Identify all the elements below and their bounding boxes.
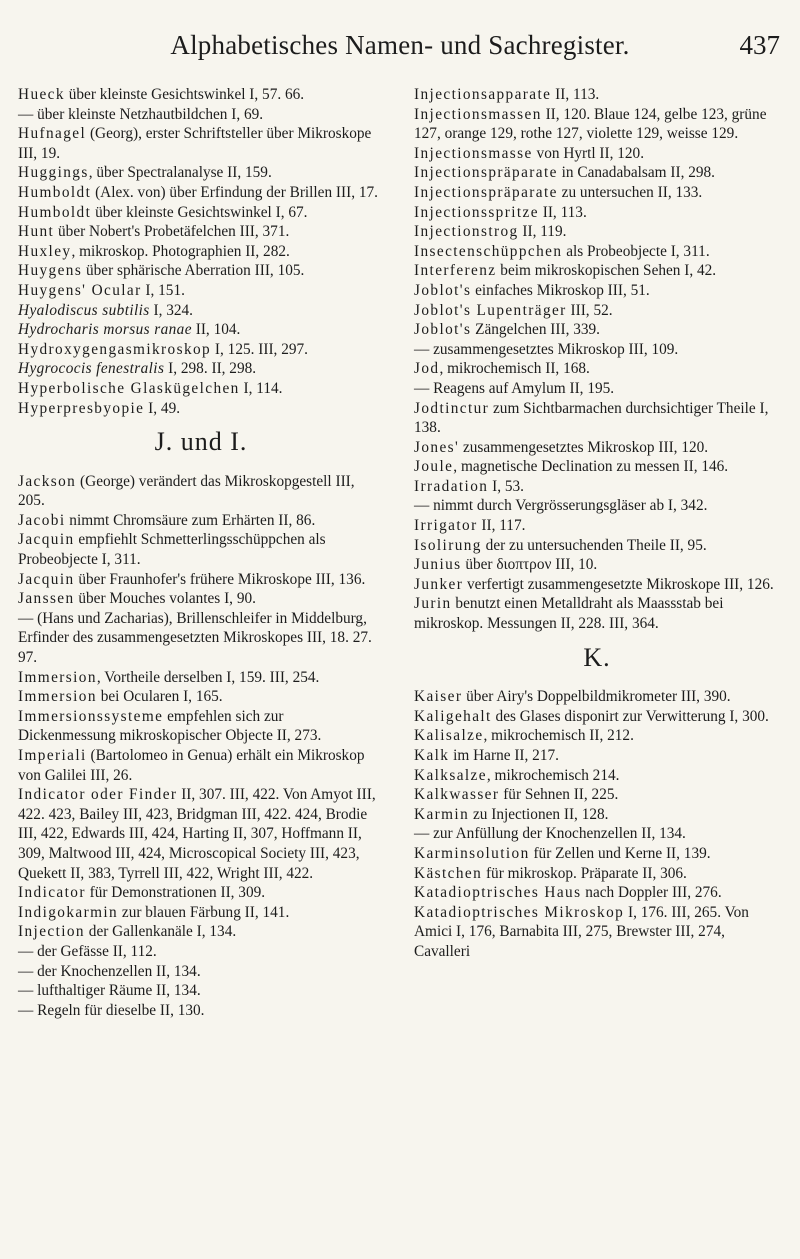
index-entry xyxy=(18,903,384,923)
entry-text: über kleinste Gesichtswinkel I, 67. xyxy=(91,203,308,221)
index-entry xyxy=(414,687,780,707)
entry-text: nach Doppler III, 276. xyxy=(581,884,722,902)
entry-keyword: Karminsolution xyxy=(414,844,530,862)
index-entry xyxy=(414,163,780,183)
index-entry xyxy=(414,438,780,458)
index-entry xyxy=(414,746,780,766)
entry-text: , mikrochemisch 214. xyxy=(486,766,620,784)
index-entry xyxy=(414,594,780,633)
entry-keyword: Huygens' Ocular xyxy=(18,281,142,299)
index-entry xyxy=(414,555,780,575)
entry-text: über Fraunhofer's frühere Mikroskope III, 136. xyxy=(74,570,366,588)
entry-text: — Regeln für dieselbe II, 130. xyxy=(18,1001,205,1019)
entry-keyword: Jodtinctur xyxy=(414,399,490,417)
entry-keyword: Irradation xyxy=(414,477,489,495)
index-entry xyxy=(18,124,384,163)
index-entry xyxy=(414,785,780,805)
entry-keyword: Humboldt xyxy=(18,203,92,221)
index-entry xyxy=(18,222,384,242)
entry-keyword: Indicator oder Finder xyxy=(18,786,178,804)
index-entry xyxy=(414,903,780,962)
entry-keyword: Hyperbolische Glaskügelchen xyxy=(18,379,240,397)
entry-text: beim mikroskopischen Sehen I, 42. xyxy=(496,262,717,280)
entry-text: — nimmt durch Vergrösserungsgläser ab I, 342. xyxy=(414,497,708,515)
index-entry xyxy=(18,922,384,942)
index-entry xyxy=(414,457,780,477)
entry-text: von Hyrtl II, 120. xyxy=(532,144,645,162)
section-heading-j: J. und I. xyxy=(154,427,248,457)
index-entry xyxy=(18,261,384,281)
entry-keyword: Imperiali xyxy=(18,747,87,764)
entry-text: für Demonstrationen II, 309. xyxy=(85,884,266,902)
entry-keyword: Kalkwasser xyxy=(414,786,500,804)
entry-keyword: Indicator xyxy=(18,884,86,902)
index-entry xyxy=(414,496,780,516)
index-entry xyxy=(414,320,780,340)
entry-text: — zusammengesetztes Mikroskop III, 109. xyxy=(414,340,679,358)
entry-text: einfaches Mikroskop III, 51. xyxy=(471,281,650,299)
entry-text: über Nobert's Probetäfelchen III, 371. xyxy=(54,223,290,241)
entry-text: I, 53. xyxy=(488,477,525,495)
entry-keyword: Hufnagel xyxy=(18,125,87,143)
entry-keyword: Joule xyxy=(414,458,454,476)
index-entry xyxy=(18,609,384,668)
entry-text: I, 114. xyxy=(239,379,283,397)
entry-keyword: Injectionsapparate xyxy=(414,86,552,103)
entry-keyword-italic: Hygrococis fenestralis xyxy=(18,360,165,378)
index-entry xyxy=(18,85,384,105)
entry-text: für mikroskop. Präparate II, 306. xyxy=(482,864,687,882)
index-entry xyxy=(18,1001,384,1021)
entry-keyword: Karmin xyxy=(414,805,470,823)
entry-text: (Bartolomeo in Genua) erhält ein Mikroskop von Galilei III, 26. xyxy=(18,747,365,784)
index-entry xyxy=(414,824,780,844)
entry-text: nimmt Chromsäure zum Erhärten II, 86. xyxy=(65,511,316,529)
entry-text: als Probeobjecte I, 311. xyxy=(562,242,710,260)
entry-text: zum Sichtbarmachen durchsichtiger Theile I, 138. xyxy=(414,399,769,437)
entry-text: , magnetische Declination zu messen II, 146. xyxy=(453,458,729,476)
index-entry xyxy=(414,359,780,379)
entry-text: — Reagens auf Amylum II, 195. xyxy=(414,379,615,397)
entry-text: verfertigt zusammengesetzte Mikroskope III, 126. xyxy=(463,575,774,593)
index-entry xyxy=(18,183,384,203)
section-heading-k: K. xyxy=(583,642,611,672)
entry-keyword: Kalksalze xyxy=(414,766,487,784)
entry-keyword: Kaiser xyxy=(414,688,463,706)
index-entry xyxy=(414,105,780,144)
index-entry xyxy=(414,883,780,903)
index-entry xyxy=(18,981,384,1001)
index-entry xyxy=(18,472,384,511)
index-entry xyxy=(18,163,384,183)
index-entry xyxy=(414,242,780,262)
index-entry xyxy=(414,477,780,497)
entry-keyword: Janssen xyxy=(18,590,75,608)
entry-text: über Airy's Doppelbildmikrometer III, 390. xyxy=(462,688,731,706)
entry-keyword: Joblot's Lupenträger xyxy=(414,301,567,319)
entry-text: , mikroskop. Photographien II, 282. xyxy=(71,242,290,260)
page-title: Alphabetisches Namen- und Sachregister. xyxy=(170,30,630,60)
entry-keyword: Huygens xyxy=(18,262,83,280)
entry-keyword: Hydroxygengasmikroskop xyxy=(18,340,212,358)
entry-keyword: Jurin xyxy=(414,595,452,613)
entry-text: für Zellen und Kerne II, 139. xyxy=(529,844,711,862)
entry-text: II, 104. xyxy=(191,321,241,339)
index-entry xyxy=(18,942,384,962)
index-entry xyxy=(414,844,780,864)
entry-text: I, 176. III, 265. Von Amici I, 176, Barnabita III, 275, Brewster III, 274, Cavalleri xyxy=(414,903,749,960)
entry-text: II, 113. xyxy=(551,86,600,103)
index-entry xyxy=(18,962,384,982)
entry-keyword: Jones' xyxy=(414,438,460,456)
index-entry xyxy=(18,379,384,399)
entry-keyword: Joblot's xyxy=(414,281,472,299)
index-entries-j xyxy=(18,472,384,1021)
index-entry xyxy=(414,203,780,223)
index-entry xyxy=(18,668,384,688)
entry-text: II, 113. xyxy=(538,203,587,221)
entry-text: (Alex. von) über Erfindung der Brillen III, 17. xyxy=(91,183,378,201)
entry-keyword: Jackson xyxy=(18,472,77,490)
index-entry xyxy=(18,707,384,746)
entry-text: der zu untersuchenden Theile II, 95. xyxy=(481,536,707,554)
entry-keyword: Immersion xyxy=(18,668,97,686)
entry-text: II, 307. III, 422. Von Amyot III, 422. 423, Bailey III, 423, Bridgman III, 422. 424, Brodie III, 422, Edwards III, 424, Harting II, 307, Hoffmann II, 309, Maltwood III, 424, Microscopical Society III, 423, Quekett II, 383, Tyrrell III, 422, Wright III, 422. xyxy=(18,786,376,882)
entry-text: (Georg), erster Schriftsteller über Mikroskope III, 19. xyxy=(18,125,372,162)
index-entry xyxy=(18,359,384,379)
entry-keyword: Immersionssysteme xyxy=(18,707,164,725)
index-entries-h xyxy=(18,85,384,418)
entry-keyword: Humboldt xyxy=(18,183,92,201)
entry-keyword: Katadioptrisches Haus xyxy=(414,884,582,902)
index-entry xyxy=(414,144,780,164)
index-entry xyxy=(18,320,384,340)
entry-keyword-italic: Hydrocharis morsus ranae xyxy=(18,321,192,339)
entry-keyword: Kalisalze xyxy=(414,727,484,745)
page-number: 437 xyxy=(739,30,780,60)
right-column xyxy=(414,85,780,962)
entry-text: zusammengesetztes Mikroskop III, 120. xyxy=(459,438,709,456)
entry-text: I, 49. xyxy=(144,399,181,417)
entry-keyword: Kalk xyxy=(414,747,450,764)
index-entry xyxy=(18,242,384,262)
index-entry xyxy=(18,203,384,223)
entry-text: Zängelchen III, 339. xyxy=(471,321,601,339)
index-entry xyxy=(414,536,780,556)
entry-keyword: Isolirung xyxy=(414,536,482,554)
entry-text: — der Gefässe II, 112. xyxy=(18,942,157,960)
entry-text: in Canadabalsam II, 298. xyxy=(557,164,716,182)
entry-keyword: Injectionsmassen xyxy=(414,105,542,123)
entry-keyword: Huggings xyxy=(18,164,89,182)
entry-text: , mikrochemisch II, 168. xyxy=(439,360,590,378)
entry-text: — zur Anfüllung der Knochenzellen II, 134. xyxy=(414,825,686,843)
entry-keyword: Jod xyxy=(414,360,440,378)
page-header xyxy=(18,30,782,74)
entry-keyword: Injection xyxy=(18,923,85,941)
entry-text: benutzt einen Metalldraht als Maassstab bei mikroskop. Messungen II, 228. III, 364. xyxy=(414,595,724,633)
entry-text: zu Injectionen II, 128. xyxy=(469,805,609,823)
entry-keyword: Immersion xyxy=(18,688,97,706)
entry-text: , Vortheile derselben I, 159. III, 254. xyxy=(96,668,320,686)
index-entry xyxy=(414,766,780,786)
index-entry xyxy=(18,570,384,590)
entry-text: des Glases disponirt zur Verwitterung I, 300. xyxy=(491,707,769,725)
entry-keyword: Jacquin xyxy=(18,531,75,549)
entry-text: im Harne II, 217. xyxy=(449,747,559,764)
index-entry xyxy=(18,511,384,531)
entry-text: — (Hans und Zacharias), Brillenschleifer in Middelburg, Erfinder des zusammengesetzten Mikroskopes III, 18. 27. 97. xyxy=(18,609,372,667)
entry-text: zu untersuchen II, 133. xyxy=(557,183,703,201)
index-entry xyxy=(414,726,780,746)
left-column xyxy=(18,85,384,1020)
index-entry xyxy=(18,785,384,883)
entry-text: über διοπτρον III, 10. xyxy=(461,556,598,574)
entry-text: über sphärische Aberration III, 105. xyxy=(82,262,305,280)
index-entries-k xyxy=(414,687,780,961)
index-entry xyxy=(414,864,780,884)
index-entry xyxy=(18,340,384,360)
index-entry xyxy=(414,575,780,595)
index-entry xyxy=(414,85,780,105)
entry-text: II, 117. xyxy=(477,517,526,535)
entry-text: — lufthaltiger Räume II, 134. xyxy=(18,982,201,1000)
entry-keyword: Huxley xyxy=(18,242,72,260)
index-entry xyxy=(414,379,780,399)
index-entry xyxy=(414,183,780,203)
entry-keyword: Joblot's xyxy=(414,321,472,339)
index-entry xyxy=(18,301,384,321)
index-entry xyxy=(18,883,384,903)
index-entry xyxy=(18,589,384,609)
entry-keyword: Injectionstrog xyxy=(414,223,519,241)
entry-text: II, 120. Blaue 124, gelbe 123, grüne 127, orange 129, rothe 127, violette 129, weisse 129. xyxy=(414,105,767,143)
entry-text: , über Spectralanalyse II, 159. xyxy=(88,164,272,182)
entry-text: I, 298. II, 298. xyxy=(164,360,257,378)
entry-keyword: Injectionsmasse xyxy=(414,144,533,162)
index-entry xyxy=(414,805,780,825)
entry-keyword: Insectenschüppchen xyxy=(414,242,563,260)
entry-keyword: Hunt xyxy=(18,223,55,241)
entry-keyword: Injectionspräparate xyxy=(414,164,558,182)
index-entry xyxy=(414,340,780,360)
index-entry xyxy=(18,281,384,301)
entry-keyword: Injectionsspritze xyxy=(414,203,539,221)
entry-keyword: Injectionspräparate xyxy=(414,183,558,201)
entry-text: I, 324. xyxy=(149,301,193,319)
entry-keyword: Hueck xyxy=(18,86,65,103)
entry-text: über Mouches volantes I, 90. xyxy=(74,590,256,608)
index-entry xyxy=(18,530,384,569)
index-entry xyxy=(414,399,780,438)
index-entry xyxy=(18,687,384,707)
entry-text: für Sehnen II, 225. xyxy=(499,786,619,804)
index-entry xyxy=(18,105,384,125)
entry-keyword: Kästchen xyxy=(414,864,483,882)
entry-text: empfiehlt Schmetterlingsschüppchen als Probeobjecte I, 311. xyxy=(18,531,326,569)
entry-text: — über kleinste Netzhautbildchen I, 69. xyxy=(18,105,264,123)
entry-text: II, 119. xyxy=(518,223,567,241)
index-entry xyxy=(414,301,780,321)
entry-text: I, 151. xyxy=(141,281,185,299)
index-entries-i xyxy=(414,85,780,634)
entry-keyword: Junker xyxy=(414,575,464,593)
entry-keyword: Indigokarmin xyxy=(18,903,119,921)
entry-text: zur blauen Färbung II, 141. xyxy=(118,903,290,921)
entry-keyword: Irrigator xyxy=(414,517,478,535)
index-entry xyxy=(414,707,780,727)
entry-text: empfehlen sich zur Dickenmessung mikroskopischer Objecte II, 273. xyxy=(18,707,322,745)
entry-text: über kleinste Gesichtswinkel I, 57. 66. xyxy=(64,86,305,103)
entry-keyword: Katadioptrisches Mikroskop xyxy=(414,903,625,921)
entry-keyword: Jacobi xyxy=(18,511,66,529)
entry-keyword: Junius xyxy=(414,556,462,574)
index-entry xyxy=(414,222,780,242)
entry-keyword: Kaligehalt xyxy=(414,707,492,725)
index-entry xyxy=(414,261,780,281)
entry-keyword: Jacquin xyxy=(18,570,75,588)
index-entry xyxy=(414,281,780,301)
index-entry xyxy=(414,516,780,536)
entry-keyword-italic: Hyalodiscus subtilis xyxy=(18,301,150,319)
entry-text: I, 125. III, 297. xyxy=(211,340,308,358)
entry-text: III, 52. xyxy=(566,301,613,319)
entry-text: , mikrochemisch II, 212. xyxy=(483,727,634,745)
entry-keyword: Interferenz xyxy=(414,262,497,280)
entry-keyword: Hyperpresbyopie xyxy=(18,399,145,417)
index-entry xyxy=(18,746,384,785)
entry-text: (George) verändert das Mikroskopgestell III, 205. xyxy=(18,472,355,510)
entry-text: bei Ocularen I, 165. xyxy=(96,688,223,706)
entry-text: — der Knochenzellen II, 134. xyxy=(18,962,201,980)
index-entry xyxy=(18,399,384,419)
entry-text: der Gallenkanäle I, 134. xyxy=(84,923,237,941)
